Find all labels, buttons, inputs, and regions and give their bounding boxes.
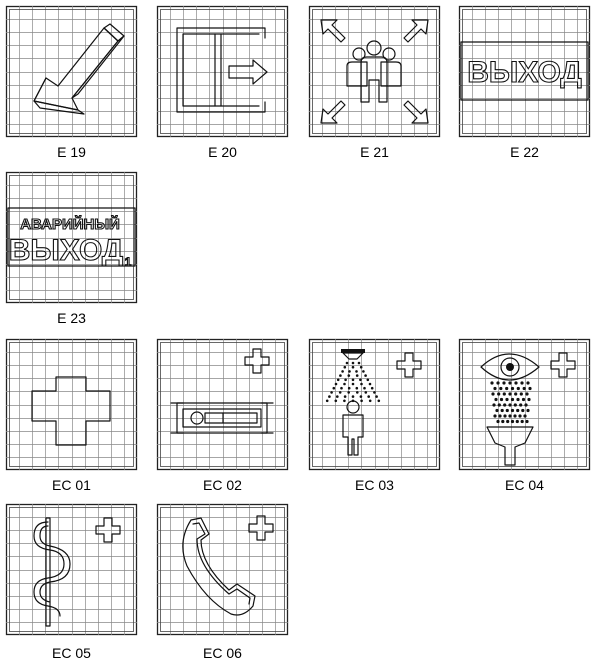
sign-ec03 <box>309 339 440 501</box>
grid-frame <box>309 339 440 470</box>
exit-text: ВЫХОД <box>8 234 124 267</box>
exit-text-sign-icon <box>461 42 588 100</box>
sign-code: EC 04 <box>505 477 544 493</box>
sign-code: E 20 <box>208 144 237 160</box>
assembly-point-icon <box>321 20 428 123</box>
grid-frame <box>157 339 288 470</box>
sign-code: EC 05 <box>52 645 91 661</box>
plus-icon <box>397 353 421 377</box>
phone-handset-icon <box>183 518 255 615</box>
sign-code: E 23 <box>57 310 86 326</box>
grid-frame <box>157 6 288 137</box>
emergency-exit-text-sign-icon <box>8 208 135 269</box>
grid-frame <box>6 339 137 470</box>
exit-text: ВЫХОД <box>467 56 582 89</box>
grid-frame <box>157 504 288 635</box>
subscript-text: 1 <box>124 255 132 269</box>
sign-ec01 <box>6 339 137 501</box>
plus-icon <box>551 353 575 377</box>
eye-wash-station-icon <box>481 354 539 465</box>
exit-direction-down-left-arrow-icon <box>34 24 124 114</box>
sign-code: E 21 <box>360 144 389 160</box>
grid-frame <box>6 6 137 137</box>
sign-ec05 <box>6 504 137 666</box>
sign-code: EC 02 <box>203 477 242 493</box>
grid-frame <box>6 504 137 635</box>
emergency-shower-icon <box>326 349 380 455</box>
grid-frame <box>309 6 440 137</box>
exit-door-arrow-icon <box>177 28 267 112</box>
sign-ec02 <box>157 339 288 501</box>
plus-icon <box>249 516 273 540</box>
grid-frame <box>6 172 137 303</box>
sign-code: E 22 <box>510 144 539 160</box>
sign-e23 <box>6 172 137 334</box>
sign-e22 <box>459 6 590 168</box>
grid-frame <box>459 6 590 137</box>
sign-code: EC 06 <box>203 645 242 661</box>
sign-ec06 <box>157 504 288 666</box>
plus-icon <box>96 518 120 542</box>
sign-ec04 <box>459 339 590 501</box>
arrow-icon <box>321 20 428 123</box>
people-icon <box>347 41 401 102</box>
sign-code: EC 03 <box>355 477 394 493</box>
sign-e20 <box>157 6 288 168</box>
sign-code: EC 01 <box>52 477 91 493</box>
emergency-text: АВАРИЙНЫЙ <box>20 216 120 233</box>
sign-code: E 19 <box>57 144 86 160</box>
sign-e21 <box>309 6 440 168</box>
grid-frame <box>459 339 590 470</box>
stretcher-icon <box>171 403 273 433</box>
sign-e19 <box>6 6 137 168</box>
